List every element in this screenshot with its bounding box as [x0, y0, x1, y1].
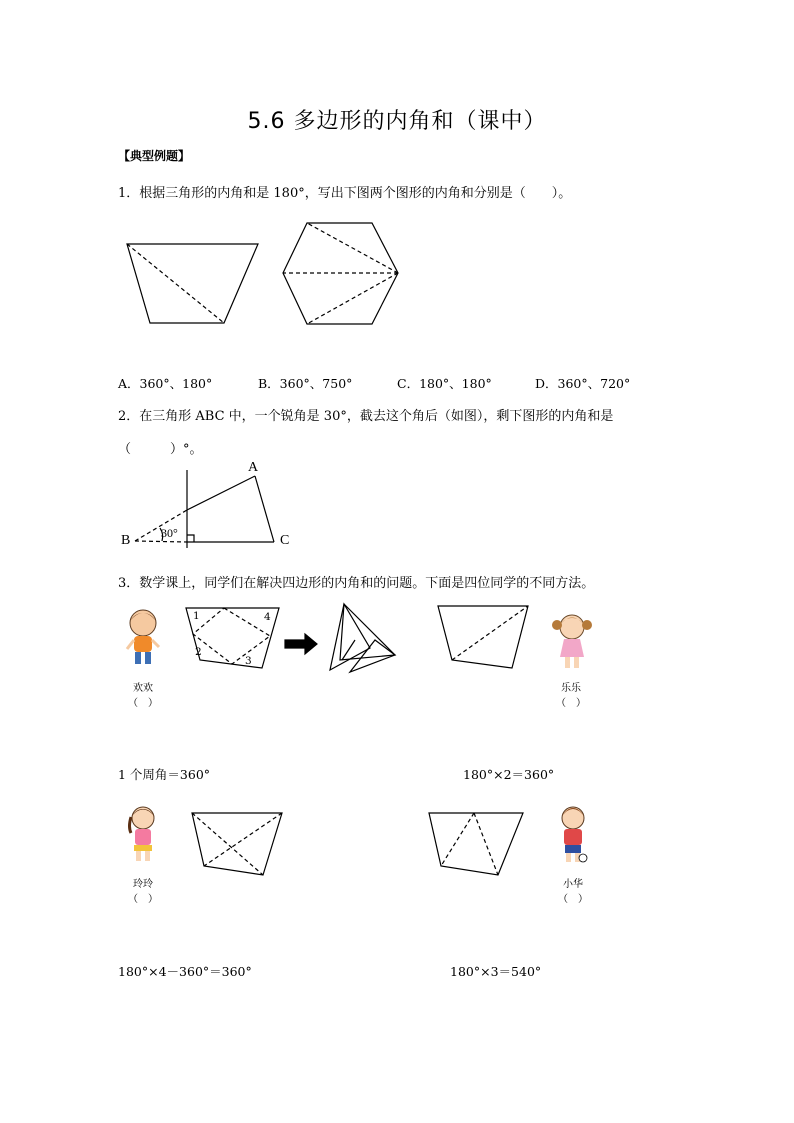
- option-a[interactable]: A．360°、180°: [118, 376, 213, 391]
- question-3-text: 3．数学课上，同学们在解决四边形的内角和的问题。下面是四位同学的不同方法。: [118, 576, 595, 591]
- formula-lingling: 180°×4－360°＝360°: [118, 964, 252, 979]
- option-d[interactable]: D．360°、720°: [535, 376, 631, 391]
- question-2-answer-blank: （ ）°。: [118, 442, 203, 457]
- question-2-text: 2．在三角形 ABC 中，一个锐角是 30°，截去这个角后（如图），剩下图形的内角和是: [118, 409, 614, 424]
- question-1-text: 1．根据三角形的内角和是 180°，写出下图两个图形的内角和分别是（ ）。: [118, 186, 572, 201]
- label-a: A: [248, 460, 259, 475]
- formula-lele: 180°×2＝360°: [463, 767, 555, 782]
- option-c[interactable]: C．180°、180°: [397, 376, 492, 391]
- answer-blank-lele[interactable]: （ ）: [556, 698, 586, 709]
- student-name-lingling: 玲玲: [133, 879, 153, 890]
- student-name-xiaohua: 小华: [563, 879, 583, 890]
- formula-huanhuan: 1 个周角＝360°: [118, 767, 211, 782]
- angle-30-label: 30°: [161, 526, 178, 540]
- angle-number-2: 2: [195, 646, 202, 658]
- student-name-lele: 乐乐: [561, 683, 581, 694]
- option-b[interactable]: B．360°、750°: [258, 376, 353, 391]
- student-name-huanhuan: 欢欢: [133, 683, 153, 694]
- section-heading: 【典型例题】: [118, 149, 191, 163]
- formula-xiaohua: 180°×3＝540°: [450, 964, 542, 979]
- label-b: B: [121, 533, 131, 548]
- angle-number-4: 4: [264, 611, 271, 623]
- answer-blank-huanhuan[interactable]: （ ）: [128, 698, 158, 709]
- page-title: 5.6 多边形的内角和（课中）: [247, 109, 547, 134]
- answer-blank-xiaohua[interactable]: （ ）: [558, 894, 588, 905]
- angle-number-3: 3: [245, 655, 252, 667]
- answer-blank-lingling[interactable]: （ ）: [128, 894, 158, 905]
- angle-number-1: 1: [193, 610, 200, 622]
- label-c: C: [280, 533, 290, 548]
